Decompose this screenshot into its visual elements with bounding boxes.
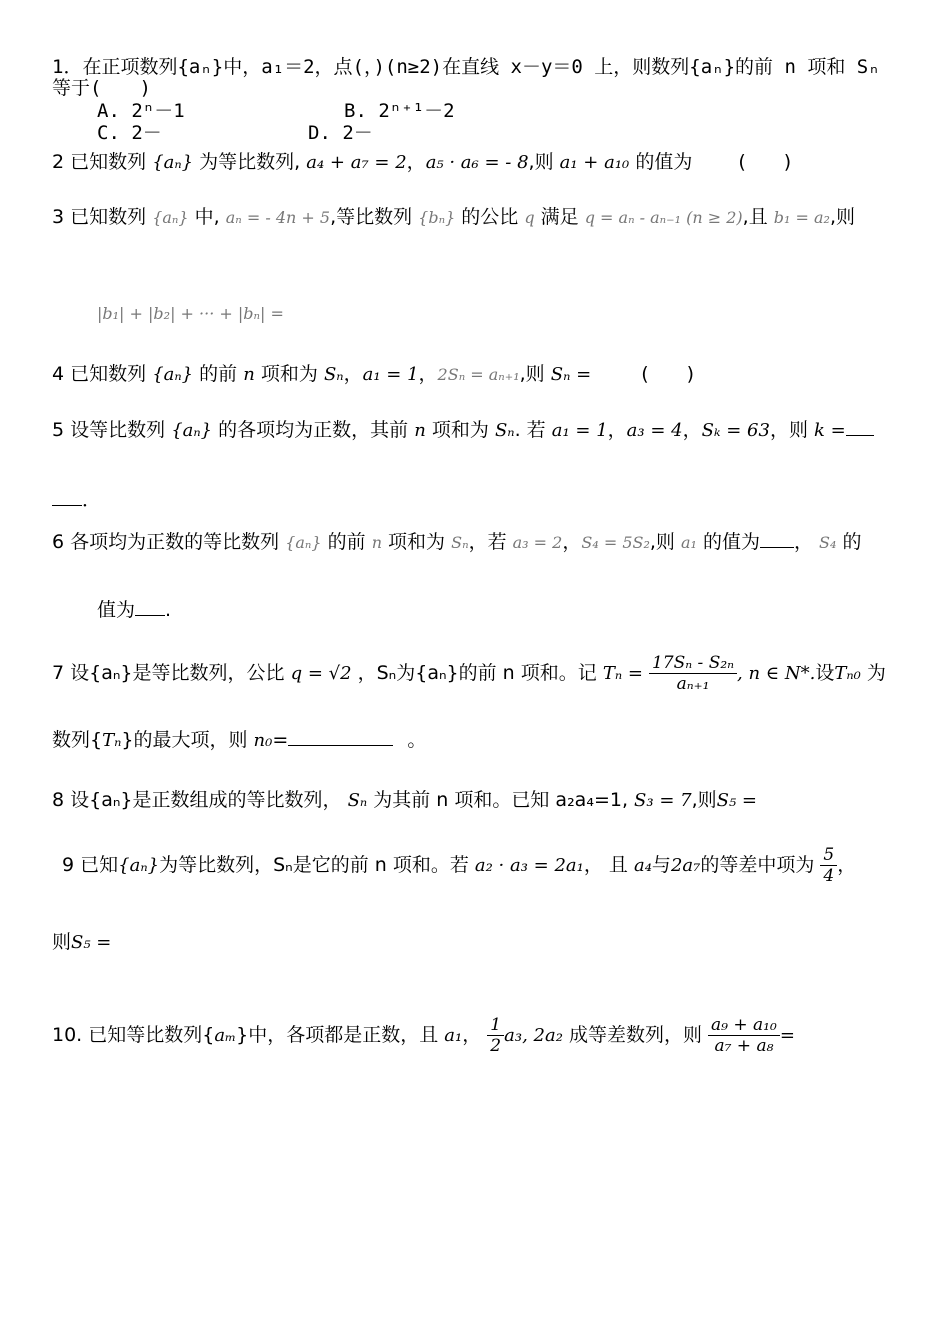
problem-6-sep: ， (562, 531, 582, 553)
problem-6-sep: ， (793, 531, 813, 553)
problem-9-target: S₅ = (71, 932, 112, 953)
problem-9-text: ， 且 (583, 854, 628, 876)
problem-7-text: 为 (866, 662, 886, 684)
problem-9-numerator: 5 (820, 845, 837, 866)
problem-9-text: 的等差中项为 (700, 854, 815, 876)
problem-9-text: 9 已知 (62, 854, 119, 876)
problem-6-text: 的前 (327, 531, 366, 553)
problem-6-line-2 (97, 598, 171, 622)
problem-4-n: n (243, 364, 255, 385)
problem-2-text: 为等比数列, (199, 151, 301, 173)
problem-10-text: 成等差数列，则 (568, 1024, 702, 1046)
problem-3-text: ,等比数列 (330, 206, 413, 228)
problem-3-q: q (524, 208, 535, 227)
problem-4-text: ,则 (519, 363, 545, 385)
problem-9-text: 与 (651, 854, 671, 876)
problem-10-text: 10. 已知等比数列{ (52, 1024, 215, 1046)
problem-5-k: k = (814, 420, 846, 441)
problem-1-option-b: B. 2ⁿ⁺¹－2 (344, 100, 455, 122)
problem-6-text: 值为 (97, 599, 136, 621)
problem-5-n: n (414, 420, 426, 441)
problem-10-eq: = (779, 1025, 795, 1046)
problem-6-a1: a₁ (680, 533, 697, 552)
problem-8-target: S₅ = (716, 790, 757, 811)
problem-5-line-2 (52, 488, 101, 512)
problem-4-set: {aₙ} (152, 364, 194, 385)
problem-3-sum-expression: |b₁| + |b₂| + ··· + |bₙ| = (97, 304, 284, 323)
problem-6-text: 的值为 (702, 531, 760, 553)
problem-9-2a7: 2a₇ (670, 855, 701, 876)
problem-9-a4: a₄ (633, 855, 652, 876)
problem-7-numerator: 17Sₙ - S₂ₙ (649, 653, 737, 674)
problem-6-text: 项和为 (388, 531, 446, 553)
problem-1-line-1: 1．在正项数列{aₙ}中，a₁＝2，点(，)(n≥2)在直线 x－y＝0 上，则数列{aₙ}的前 n 项和 Sₙ (52, 56, 880, 78)
problem-2-text: 2 已知数列 (52, 151, 147, 173)
problem-10-half (487, 1015, 504, 1056)
problem-3-set-a: {aₙ} (152, 208, 189, 227)
problem-5-text: ，则 (769, 419, 808, 441)
problem-2-sep: ， (406, 151, 426, 173)
problem-4-a1: a₁ = 1 (362, 364, 419, 385)
problem-10 (52, 1008, 795, 1062)
problem-7-eq: = (272, 729, 289, 751)
problem-3-ratio: q = aₙ - aₙ₋₁ (n ≥ 2) (584, 208, 743, 227)
problem-7-n0: n₀ (253, 730, 273, 751)
problem-7-end: 。 (407, 729, 427, 751)
problem-5-text: . 若 (514, 419, 546, 441)
problem-9-text: ， (837, 854, 857, 876)
problem-7-text: 7 设{aₙ}是等比数列，公比 (52, 662, 285, 684)
problem-5-sn: Sₙ (494, 420, 515, 441)
problem-6-answer-blank-2[interactable] (135, 615, 165, 616)
problem-5-a1: a₁ = 1 (551, 420, 608, 441)
problem-8 (52, 788, 757, 813)
problem-10-ratio (708, 1015, 780, 1056)
problem-9-denominator: 4 (823, 866, 835, 886)
problem-6-sn: Sₙ (451, 533, 469, 552)
problem-7-line-2 (52, 728, 426, 753)
problem-4-sep: ， (343, 363, 363, 385)
problem-3-text: 满足 (540, 206, 579, 228)
problem-7 (52, 648, 886, 698)
problem-3-text: ,且 (742, 206, 768, 228)
problem-9-set: {aₙ} (118, 855, 160, 876)
problem-10-sep: ， (462, 1024, 482, 1046)
problem-5-answer-blank-cont[interactable] (52, 505, 82, 506)
problem-5-set: {aₙ} (171, 420, 213, 441)
problem-4-answer-paren: ( ) (641, 363, 695, 385)
problem-2-condition-2: a₅ · a₆ = - 8 (425, 152, 529, 173)
problem-9-text: 为等比数列，Sₙ是它的前 n 项和。若 (159, 854, 469, 876)
problem-5 (52, 418, 874, 443)
problem-2-condition-1: a₄ + a₇ = 2 (306, 152, 407, 173)
problem-5-text: 项和为 (431, 419, 489, 441)
problem-7-text: 数列{ (52, 729, 103, 751)
problem-5-a3: a₃ = 4 (626, 420, 683, 441)
problem-10-a1: a₁ (444, 1025, 463, 1046)
problem-10-terms: a₃, 2a₂ (504, 1025, 563, 1046)
problem-6 (52, 530, 861, 555)
problem-4 (52, 362, 694, 387)
problem-7-text: 设 (815, 662, 835, 684)
problem-5-answer-blank[interactable] (846, 435, 874, 436)
problem-3-text: ,则 (829, 206, 855, 228)
problem-6-a3: a₃ = 2 (512, 533, 563, 552)
problem-6-text: ,则 (649, 531, 675, 553)
problem-2-answer-paren: ( ) (738, 151, 792, 173)
problem-4-text: 的前 (199, 363, 238, 385)
problem-8-sn: Sₙ (347, 790, 368, 811)
problem-10-text: }中，各项都是正数，且 (236, 1024, 439, 1046)
problem-10-half-denominator: 2 (490, 1036, 502, 1056)
problem-6-end: . (165, 599, 172, 621)
problem-6-answer-blank-1[interactable] (760, 547, 794, 548)
problem-4-text: 4 已知数列 (52, 363, 147, 385)
problem-7-answer-blank[interactable] (288, 745, 393, 746)
problem-8-text: 为其前 n 项和。已知 a₂a₄=1, (373, 789, 628, 811)
problem-3-text: 中, (194, 206, 220, 228)
problem-4-sep: ， (418, 363, 438, 385)
problem-9-text: 则 (52, 931, 72, 953)
problem-5-end: ． (82, 489, 102, 511)
problem-5-text: 的各项均为正数，其前 (218, 419, 409, 441)
problem-5-sk: Sₖ = 63 (701, 420, 770, 441)
problem-4-relation: 2Sₙ = aₙ₊₁ (437, 365, 520, 384)
problem-7-tn-set: Tₙ (102, 730, 122, 751)
problem-6-set: {aₙ} (285, 533, 322, 552)
problem-6-s4: S₄ = 5S₂ (581, 533, 650, 552)
problem-2-text: ,则 (528, 151, 554, 173)
problem-7-tn: Tₙ = (602, 663, 643, 684)
problem-2 (52, 150, 791, 175)
problem-3 (52, 205, 855, 230)
problem-3-b1: b₁ = a₂ (773, 208, 830, 227)
problem-2-text: 的值为 (635, 151, 693, 173)
problem-9-condition: a₂ · a₃ = 2a₁ (474, 855, 584, 876)
problem-3-set-b: {bₙ} (418, 208, 456, 227)
problem-3-text: 3 已知数列 (52, 206, 147, 228)
problem-2-target: a₁ + a₁₀ (559, 152, 630, 173)
problem-6-text: ，若 (468, 531, 507, 553)
problem-7-denominator: aₙ₊₁ (676, 674, 710, 694)
problem-10-ratio-numerator: a₉ + a₁₀ (708, 1015, 780, 1036)
problem-6-text: 的 (842, 531, 862, 553)
problem-8-text: ,则 (691, 789, 717, 811)
problem-4-text: 项和为 (260, 363, 318, 385)
problem-9-fraction (820, 845, 837, 886)
problem-2-set: {aₙ} (152, 152, 194, 173)
problem-1-option-a: A. 2ⁿ－1 (97, 100, 185, 122)
problem-1-option-d: D. 2－ (308, 122, 373, 144)
problem-10-half-numerator: 1 (487, 1015, 504, 1036)
problem-8-s3: S₃ = 7 (634, 790, 692, 811)
problem-6-n: n (371, 533, 382, 552)
problem-6-text: 6 各项均为正数的等比数列 (52, 531, 280, 553)
problem-7-domain: , n ∈ N*. (737, 663, 816, 684)
problem-5-text: 5 设等比数列 (52, 419, 166, 441)
problem-7-fraction (649, 653, 737, 694)
problem-8-text: 8 设{aₙ}是正数组成的等比数列， (52, 789, 342, 811)
problem-1-option-c: C. 2－ (97, 122, 162, 144)
problem-4-target: Sₙ = (550, 364, 592, 385)
problem-9-line-2 (52, 930, 111, 955)
problem-7-text: }的最大项，则 (121, 729, 248, 751)
problem-5-sep: ， (607, 419, 627, 441)
problem-7-text: ，Sₙ为{aₙ}的前 n 项和。记 (357, 662, 597, 684)
problem-7-q: q = √2 (290, 663, 352, 684)
problem-1-line-2: 等于( ) (52, 77, 151, 99)
problem-10-am: aₘ (214, 1025, 237, 1046)
problem-3-text: 的公比 (461, 206, 519, 228)
problem-5-sep: ， (682, 419, 702, 441)
problem-3-general-term: aₙ = - 4n + 5 (225, 208, 331, 227)
problem-10-ratio-denominator: a₇ + a₈ (714, 1036, 774, 1056)
problem-4-sn: Sₙ (323, 364, 344, 385)
problem-9 (62, 840, 856, 890)
problem-6-s4-target: S₄ (819, 533, 837, 552)
problem-7-tn0: Tₙ₀ (834, 663, 861, 684)
